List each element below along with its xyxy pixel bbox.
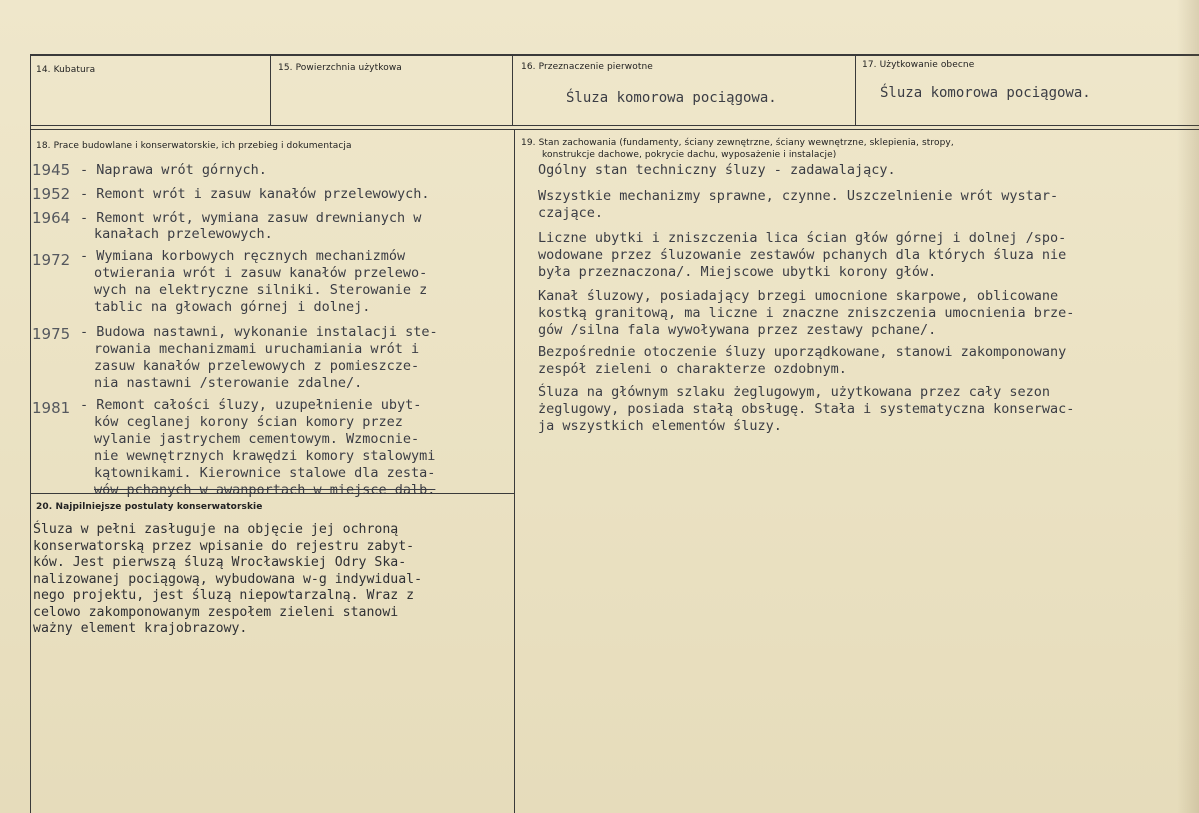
field-14-label: 14. Kubatura xyxy=(36,65,96,75)
work-year: 1981 xyxy=(32,399,71,417)
work-line: - Remont całości śluzy, uzupełnienie ubyt- xyxy=(80,397,422,413)
condition-line: była przeznaczona/. Miejscowe ubytki korony głów. xyxy=(538,264,937,280)
condition-line: Liczne ubytki i zniszczenia lica ścian głów górnej i dolnej /spo- xyxy=(538,230,1067,246)
field-19-label-line1: 19. Stan zachowania (fundamenty, ściany zewnętrzne, ściany wewnętrzne, sklepienia, stropy, xyxy=(521,138,954,148)
row2-top-rule xyxy=(30,129,1199,130)
work-line: tablic na głowach górnej i dolnej. xyxy=(94,299,371,315)
col-divider-main xyxy=(514,129,515,813)
postulate-line: celowo zakomponowanym zespołem zieleni stanowi xyxy=(33,604,399,620)
work-line: - Wymiana korbowych ręcznych mechanizmów xyxy=(80,248,406,264)
work-year: 1964 xyxy=(32,209,71,227)
postulate-line: ków. Jest pierwszą śluzą Wrocławskiej Odry Ska- xyxy=(33,555,407,570)
top-rule xyxy=(30,54,1199,56)
work-line: - Remont wrót i zasuw kanałów przelewowych. xyxy=(80,186,430,202)
work-line: - Remont wrót, wymiana zasuw drewnianych w xyxy=(80,210,422,226)
field-19-label-line2: konstrukcje dachowe, pokrycie dachu, wyposażenie i instalacje) xyxy=(542,150,837,160)
work-line: otwierania wrót i zasuw kanałów przelewo- xyxy=(94,265,428,281)
condition-line: Wszystkie mechanizmy sprawne, czynne. Uszczelnienie wrót wystar- xyxy=(538,188,1059,204)
condition-line: Ogólny stan techniczny śluzy - zadawalający. xyxy=(538,162,896,178)
condition-line: wodowane przez śluzowanie zestawów pchanych dla których śluza nie xyxy=(538,247,1067,263)
work-year: 1945 xyxy=(32,161,71,179)
postulate-line: ważny element krajobrazowy. xyxy=(33,621,248,636)
work-line: ków ceglanej korony ścian komory przez xyxy=(94,414,403,430)
condition-line: Bezpośrednie otoczenie śluzy uporządkowane, stanowi zakomponowany xyxy=(538,344,1067,360)
work-line: - Naprawa wrót górnych. xyxy=(80,162,267,178)
work-line: nie wewnętrznych krawędzi komory stalowymi xyxy=(94,448,436,464)
postulate-line: Śluza w pełni zasługuje na objęcie jej ochroną xyxy=(33,522,399,537)
postulates-text xyxy=(33,522,422,638)
work-year: 1975 xyxy=(32,325,71,343)
field-16-label: 16. Przeznaczenie pierwotne xyxy=(521,62,653,72)
condition-line: Kanał śluzowy, posiadający brzegi umocnione skarpowe, oblicowane xyxy=(538,288,1059,304)
field-16-value: Śluza komorowa pociągowa. xyxy=(566,90,777,106)
field-17-label: 17. Użytkowanie obecne xyxy=(862,60,975,70)
row1-bottom-rule xyxy=(30,125,1199,126)
work-line: wych na elektryczne silniki. Sterowanie z xyxy=(94,282,428,298)
work-line: rowania mechanizmami uruchamiania wrót i xyxy=(94,341,420,357)
condition-line: zespół zieleni o charakterze ozdobnym. xyxy=(538,361,847,377)
page-edge-shadow xyxy=(1177,0,1199,813)
work-year: 1952 xyxy=(32,185,71,203)
col-divider-2 xyxy=(512,54,513,126)
field-15-label: 15. Powierzchnia użytkowa xyxy=(278,63,402,73)
col-divider-3 xyxy=(855,54,856,126)
field-17-value: Śluza komorowa pociągowa. xyxy=(880,85,1091,101)
postulate-line: konserwatorską przez wpisanie do rejestru zabyt- xyxy=(33,538,415,554)
condition-line: Śluza na głównym szlaku żeglugowym, użytkowana przez cały sezon xyxy=(538,384,1051,400)
work-year: 1972 xyxy=(32,251,71,269)
work-line: - Budowa nastawni, wykonanie instalacji ste- xyxy=(80,324,438,340)
work-line: kątownikami. Kierownice stalowe dla zesta- xyxy=(94,465,436,481)
condition-line: ja wszystkich elementów śluzy. xyxy=(538,418,782,434)
condition-line: gów /silna fala wywoływana przez zestawy pchane/. xyxy=(538,322,937,338)
postulate-line: nalizowanej pociągową, wybudowana w-g indywidual- xyxy=(33,571,423,587)
field-18-label: 18. Prace budowlane i konserwatorskie, ich przebieg i dokumentacja xyxy=(36,141,352,151)
condition-line: czające. xyxy=(538,205,604,221)
field-20-label: 20. Najpilniejsze postulaty konserwatorskie xyxy=(36,502,263,512)
left-border xyxy=(30,54,31,813)
col-divider-1 xyxy=(270,54,271,126)
condition-line: kostką granitową, ma liczne i znaczne zniszczenia umocnienia brze- xyxy=(538,305,1075,321)
work-line: wylanie jastrychem cementowym. Wzmocnie- xyxy=(94,431,420,447)
work-line: kanałach przelewowych. xyxy=(94,226,273,242)
work-line: zasuw kanałów przelewowych z pomieszcze- xyxy=(94,358,420,374)
work-line: wów pchanych w awanportach w miejsce dalb. xyxy=(94,482,436,498)
condition-line: żeglugowy, posiada stałą obsługę. Stała i systematyczna konserwac- xyxy=(538,401,1075,417)
work-line: nia nastawni /sterowanie zdalne/. xyxy=(94,375,363,391)
postulate-line: nego projektu, jest śluzą niepowtarzalną. Wraz z xyxy=(33,588,415,603)
